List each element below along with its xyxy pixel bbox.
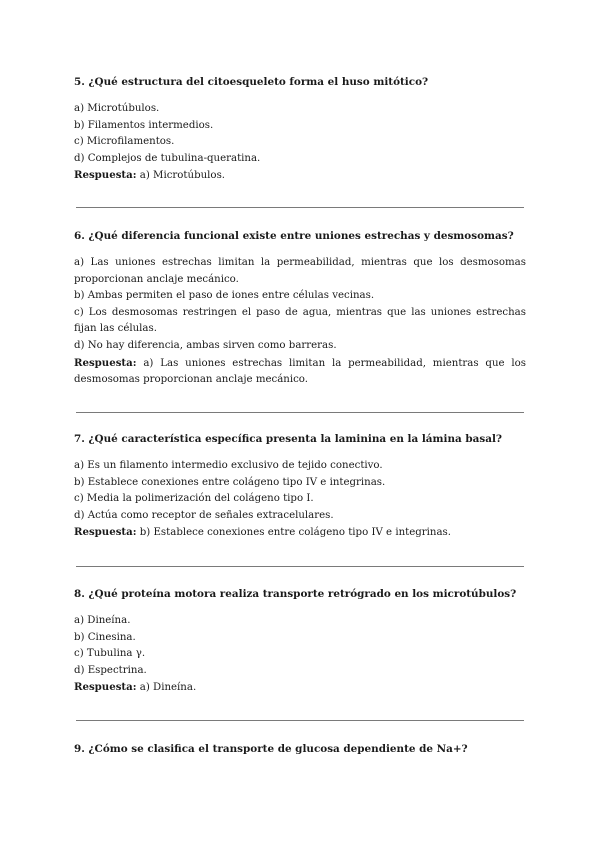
option-b: b) Cinesina. (74, 631, 136, 643)
option-a: a) Microtúbulos. (74, 103, 160, 114)
question-title: 5. ¿Qué estructura del citoesqueleto forma el huso mitótico? (74, 76, 429, 88)
option-d: d) No hay diferencia, ambas sirven como barreras. (74, 339, 337, 351)
answer-label: Respuesta: (74, 681, 137, 694)
question-5 (74, 76, 526, 185)
question-title: 9. ¿Cómo se clasifica el transporte de glucosa dependiente de Na+? (74, 743, 468, 755)
option-c: c) Microfilamentos. (74, 136, 175, 148)
option-a: a) Dineína. (74, 615, 131, 626)
question-title: 6. ¿Qué diferencia funcional existe entre uniones estrechas y desmosomas? (74, 230, 514, 242)
question-8 (74, 588, 526, 697)
answer-text: a) Microtúbulos. (139, 170, 226, 182)
options-list (74, 613, 526, 697)
option-b: b) Establece conexiones entre colágeno tipo IV e integrinas. (74, 476, 386, 488)
option-b: b) Filamentos intermedios. (74, 119, 214, 131)
answer-line (74, 355, 526, 389)
separator-line (76, 412, 524, 413)
answer-line (74, 167, 526, 185)
options-list (74, 101, 526, 185)
question-9 (74, 743, 526, 756)
separator-line (76, 720, 524, 721)
answer-text: b) Establece conexiones entre colágeno tipo IV e integrinas. (139, 527, 452, 539)
option-d: d) Complejos de tubulina-queratina. (74, 152, 261, 164)
options-list (74, 255, 526, 389)
option-c: c) Media la polimerización del colágeno tipo I. (74, 493, 314, 505)
document-page (74, 0, 526, 848)
option-b: b) Ambas permiten el paso de iones entre células vecinas. (74, 290, 375, 302)
answer-line (74, 524, 526, 542)
answer-line (74, 679, 526, 697)
answer-text: a) Las uniones estrechas limitan la permeabilidad, mientras que los desmosomas proporcionan anclaje mecánico. (74, 357, 526, 386)
answer-label: Respuesta: (74, 356, 137, 369)
question-6 (74, 230, 526, 389)
answer-label: Respuesta: (74, 526, 137, 539)
question-title: 8. ¿Qué proteína motora realiza transporte retrógrado en los microtúbulos? (74, 588, 517, 600)
answer-text: a) Dineína. (139, 682, 197, 694)
option-a: a) Las uniones estrechas limitan la permeabilidad, mientras que los desmosomas proporcionan anclaje mecánico. (74, 257, 526, 285)
options-list (74, 458, 526, 542)
option-d: d) Espectrina. (74, 664, 147, 676)
option-c: c) Tubulina γ. (74, 648, 146, 660)
question-7 (74, 433, 526, 542)
option-d: d) Actúa como receptor de señales extracelulares. (74, 509, 334, 521)
separator-line (76, 566, 524, 567)
separator-line (76, 207, 524, 208)
option-c: c) Los desmosomas restringen el paso de agua, mientras que las uniones estrechas fijan las células. (74, 306, 526, 335)
answer-label: Respuesta: (74, 169, 137, 182)
option-a: a) Es un filamento intermedio exclusivo de tejido conectivo. (74, 460, 383, 471)
question-title: 7. ¿Qué característica específica presenta la laminina en la lámina basal? (74, 433, 502, 445)
